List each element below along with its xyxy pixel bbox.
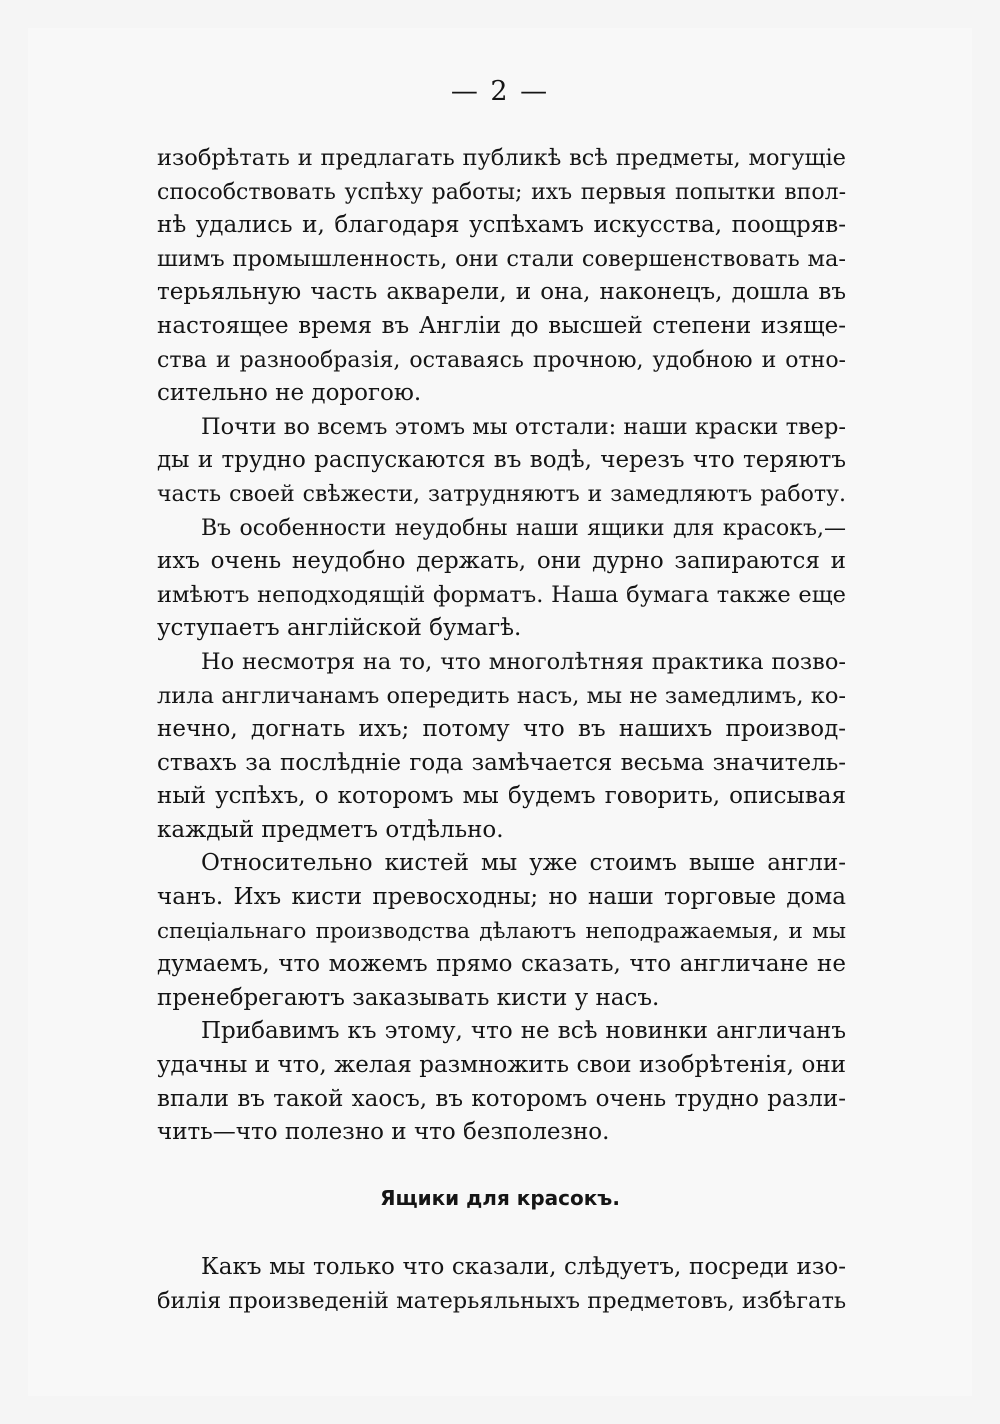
page-number: — 2 — xyxy=(450,76,550,107)
text-line: способствовать успѣху работы; ихъ первыя попытки впол- xyxy=(157,179,846,205)
text-line: терьяльную часть акварели, и она, наконецъ, дошла въ xyxy=(157,279,846,306)
body-text-continued xyxy=(157,1251,846,1318)
text-line: шимъ промышленность, они стали совершенствовать ма- xyxy=(157,245,846,272)
text-line: удачны и что, желая размножить свои изобрѣтенія, они xyxy=(157,1052,846,1079)
text-line: Прибавимъ къ этому, что не всѣ новинки англичанъ xyxy=(201,1018,846,1045)
section-heading: Ящики для красокъ. xyxy=(380,1186,620,1210)
text-line: ствахъ за послѣдніе года замѣчается весьма значитель- xyxy=(157,749,846,776)
text-line: чить—что полезно и что безполезно. xyxy=(157,1119,610,1146)
text-line: имѣютъ неподходящій форматъ. Наша бумага также еще xyxy=(157,581,846,608)
text-line: лила англичанамъ опередить насъ, мы не замедлимъ, ко- xyxy=(157,682,846,709)
text-line: пренебрегаютъ заказывать кисти у насъ. xyxy=(157,984,660,1011)
text-line: нечно, догнать ихъ; потому что въ нашихъ производ- xyxy=(157,716,846,743)
body-text xyxy=(157,142,846,1150)
text-line: Въ особенности неудобны наши ящики для красокъ,— xyxy=(201,515,846,541)
text-line: Но несмотря на то, что многолѣтняя практика позво- xyxy=(201,648,846,675)
text-line: ихъ очень неудобно держать, они дурно запираются и xyxy=(157,548,846,575)
text-line: Какъ мы только что сказали, слѣдуетъ, посреди изо- xyxy=(201,1254,846,1280)
text-line: ды и трудно распускаются въ водѣ, черезъ что теряютъ xyxy=(157,447,846,474)
text-line: Почти во всемъ этомъ мы отстали: наши краски твер- xyxy=(201,413,846,440)
text-line: уступаетъ англійской бумагѣ. xyxy=(157,615,522,642)
text-line: спеціальнаго производства дѣлаютъ неподражаемыя, и мы xyxy=(157,918,846,944)
text-line: нѣ удались и, благодаря успѣхамъ искусства, поощряв- xyxy=(157,212,846,239)
text-line: думаемъ, что можемъ прямо сказать, что англичане не xyxy=(157,951,846,978)
text-line: настоящее время въ Англіи до высшей степени изяще- xyxy=(157,312,846,339)
text-line: каждый предметъ отдѣльно. xyxy=(157,816,504,843)
text-line: впали въ такой хаосъ, въ которомъ очень трудно разли- xyxy=(157,1085,846,1112)
text-line: ный успѣхъ, о которомъ мы будемъ говорить, описывая xyxy=(157,783,846,810)
text-line: изобрѣтать и предлагать публикѣ всѣ предметы, могущіе xyxy=(157,145,846,171)
text-line: чанъ. Ихъ кисти превосходны; но наши торговые дома xyxy=(157,884,846,911)
text-line: Относительно кистей мы уже стоимъ выше англи- xyxy=(201,850,846,877)
text-line: ства и разнообразія, оставаясь прочною, удобною и отно- xyxy=(157,347,846,373)
text-line: часть своей свѣжести, затрудняютъ и замедляютъ работу. xyxy=(157,481,846,507)
text-line: билія произведеній матерьяльныхъ предметовъ, избѣгать xyxy=(157,1287,847,1314)
text-line: сительно не дорогою. xyxy=(157,380,422,407)
